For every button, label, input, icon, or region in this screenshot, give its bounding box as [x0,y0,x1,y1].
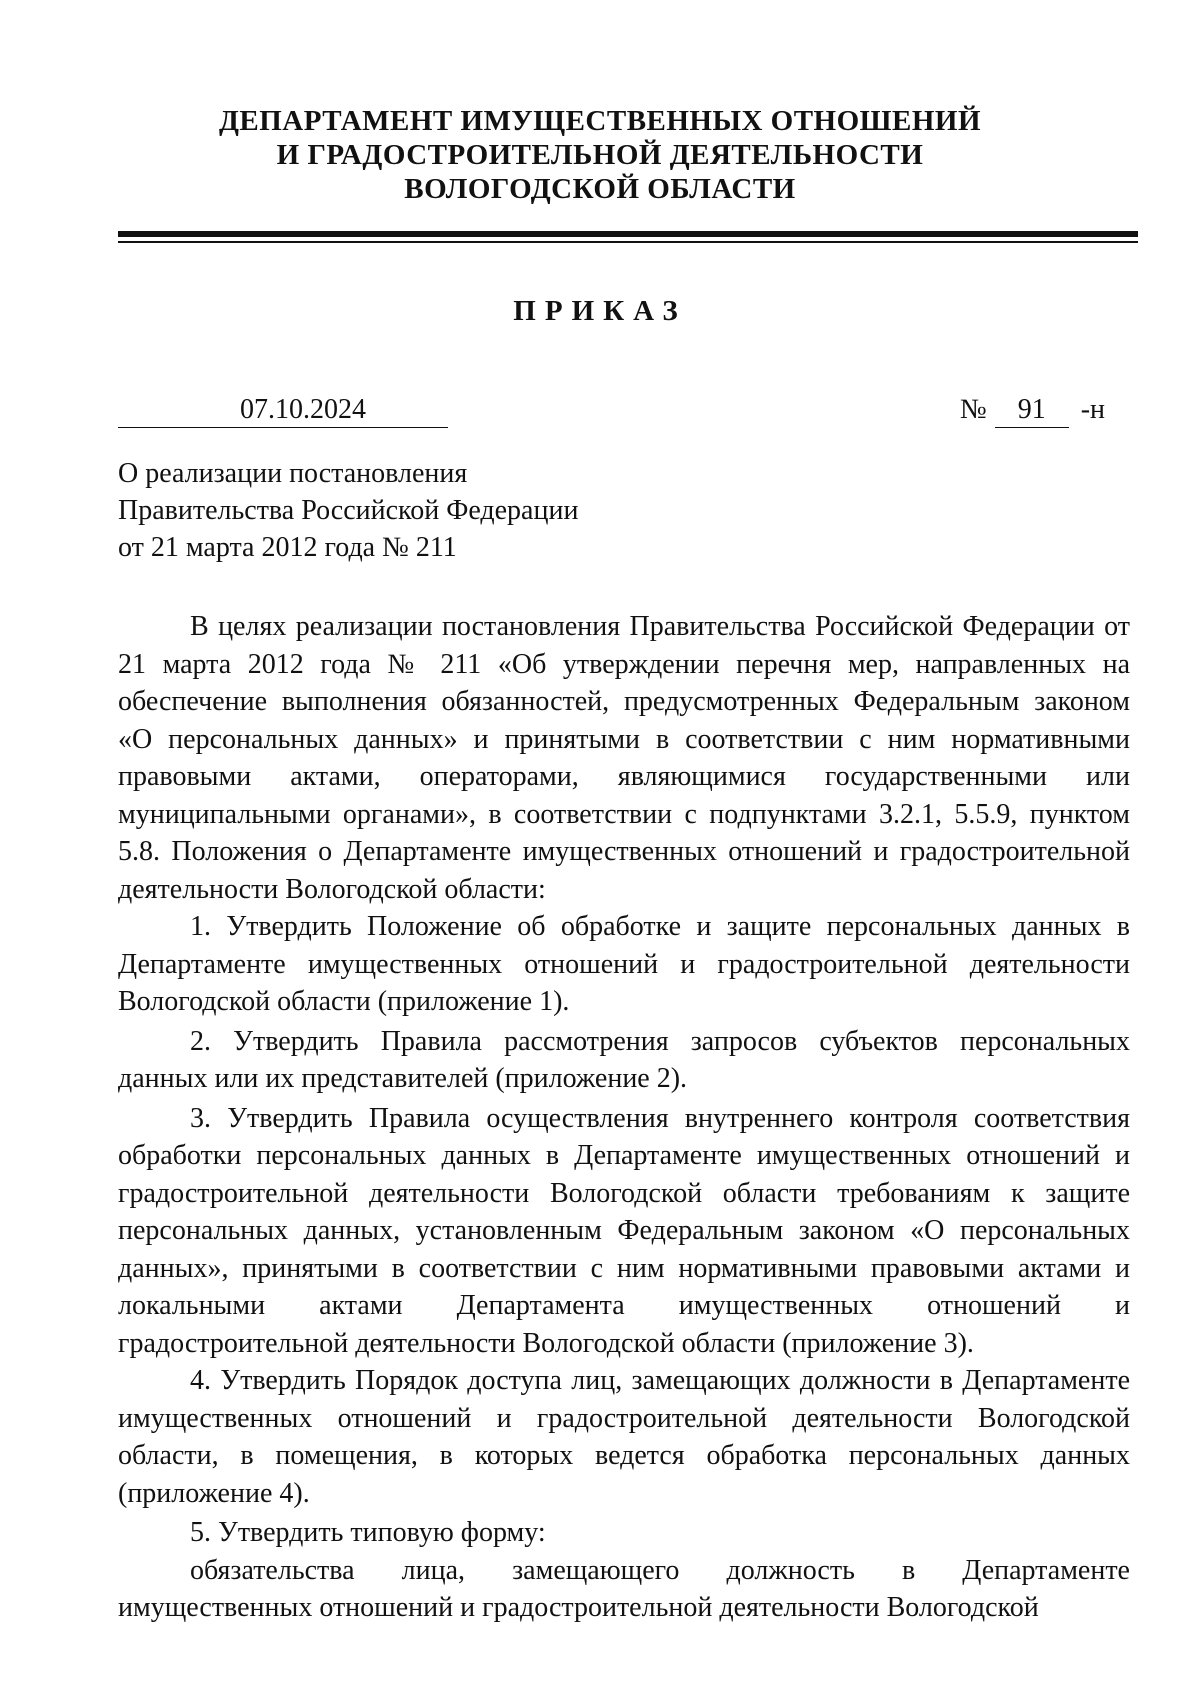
department-header [0,104,1200,206]
order-date: 07.10.2024 [240,394,366,425]
order-body [118,608,1130,1627]
number-suffix: -н [1080,394,1106,425]
department-header-line: ВОЛОГОДСКОЙ ОБЛАСТИ [404,173,796,205]
order-item-5: 5. Утвердить типовую форму: [190,1517,546,1548]
subject-line: Правительства Российской Федерации [118,495,579,526]
order-item-4: 4. Утвердить Порядок доступа лиц, замещающих должности в Департаменте имущественных отношений и градостроительной деятельности Вологодской области, в помещения, в которых ведется обработка персональных данных (приложение 4). [118,1365,1130,1509]
subject-line: от 21 марта 2012 года № 211 [118,532,457,563]
order-item-5-text: обязательства лица, замещающего должность в Департаменте имущественных отношений и градостроительной деятельности Вологодской [118,1554,1130,1623]
order-item-2: 2. Утвердить Правила рассмотрения запросов субъектов персональных данных или их представителей (приложение 2). [118,1025,1130,1094]
order-number-field [960,393,1105,428]
department-header-line: ДЕПАРТАМЕНТ ИМУЩЕСТВЕННЫХ ОТНОШЕНИЙ [218,105,982,137]
preamble-paragraph: В целях реализации постановления Правительства Российской Федерации от 21 марта 2012 года № 211 «Об утверждении перечня мер, направленных на обеспечение выполнения обязанностей, предусмотренных Федеральным законом «О персональных данных» и принятыми в соответствии с ним нормативными правовыми актами, операторами, являющимися государственными или муниципальными органами», в соответствии с подпунктами 3.2.1, 5.5.9, пунктом 5.8. Положения о Департаменте имущественных отношений и градостроительной деятельности Вологодской области: [118,611,1130,905]
subject-line: О реализации постановления [118,458,468,489]
order-item-3: 3. Утвердить Правила осуществления внутреннего контроля соответствия обработки персональных данных в Департаменте имущественных отношений и градостроительной деятельности Вологодской области требованиям к защите персональных данных, установленным Федеральным законом «О персональных данных», принятыми в соответствии с ним нормативными правовыми актами и локальными актами Департамента имущественных отношений и градостроительной деятельности Вологодской области (приложение 3). [118,1102,1130,1359]
order-date-field [118,393,448,428]
header-divider-thin [118,241,1138,243]
number-sign: № [960,394,987,425]
order-number: 91 [995,393,1069,428]
order-subject [118,455,818,566]
header-divider-thick [118,231,1138,237]
order-item-1: 1. Утвердить Положение об обработке и защите персональных данных в Департаменте имущественных отношений и градостроительной деятельности Вологодской области (приложение 1). [118,911,1130,1017]
department-header-line: И ГРАДОСТРОИТЕЛЬНОЙ ДЕЯТЕЛЬНОСТИ [276,139,924,171]
document-type-title: ПРИКАЗ [513,295,687,327]
